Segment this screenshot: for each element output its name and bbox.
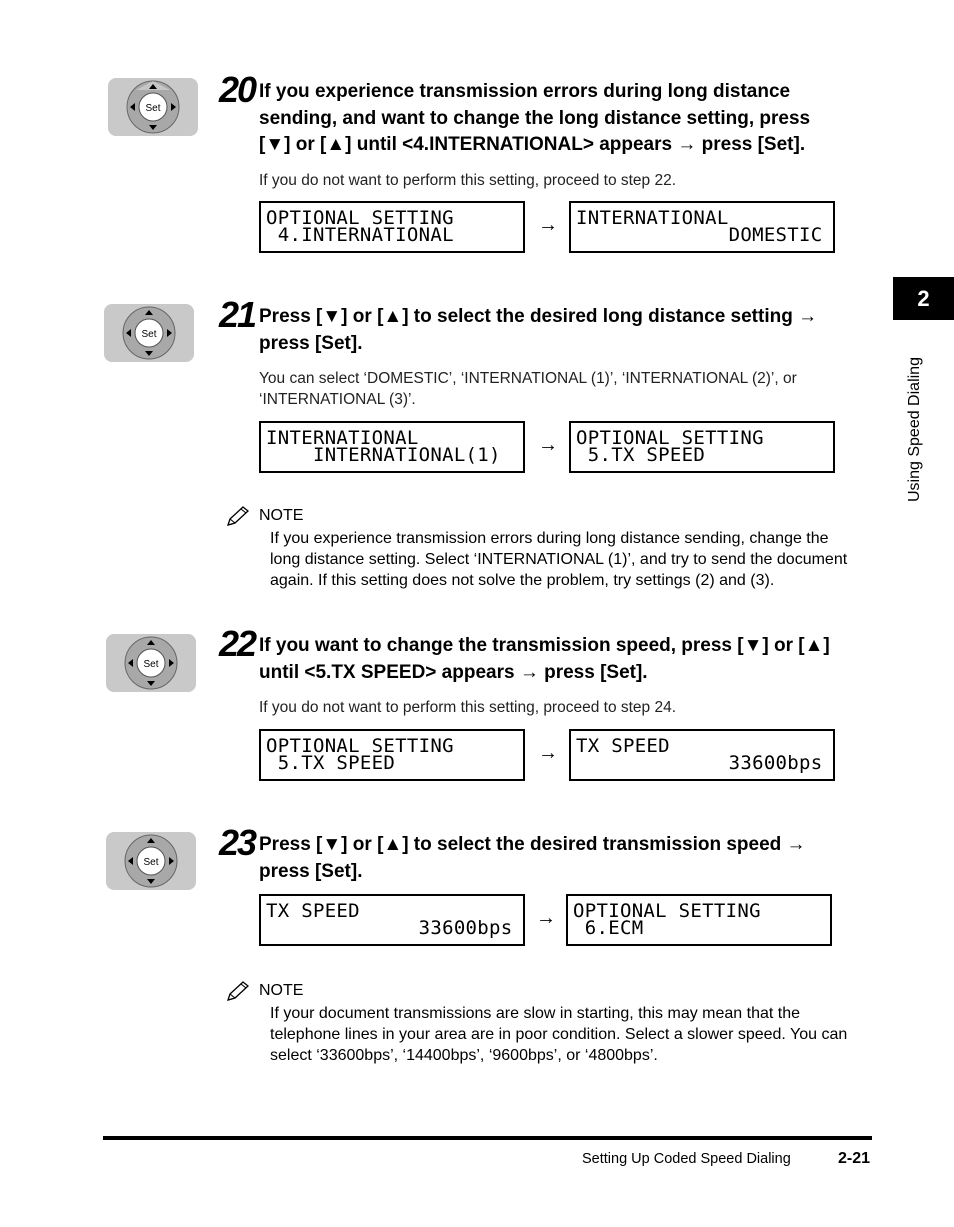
lcd-line: INTERNATIONAL: [266, 427, 419, 449]
heading-line: [▼] or [▲] until <4.INTERNATIONAL> appears → press [Set].: [259, 134, 806, 155]
arrow-icon: →: [536, 907, 556, 929]
chapter-side-title-text: Using Speed Dialing: [906, 357, 923, 502]
step-number: 21: [219, 294, 256, 335]
set-label: Set: [143, 659, 159, 670]
heading-line: press [Set].: [259, 332, 363, 354]
step-heading: [259, 304, 874, 357]
description-line: ‘INTERNATIONAL (3)’.: [259, 391, 416, 408]
set-pad-icon: [106, 832, 196, 890]
note-text: [270, 528, 870, 591]
lcd-display-after: [569, 201, 835, 253]
set-label: Set: [141, 329, 157, 340]
lcd-line: 6.ECM: [573, 917, 644, 939]
lcd-line: 33600bps: [266, 917, 513, 939]
note-line: again. If this setting does not solve the problem, try settings (2) and (3).: [270, 572, 775, 589]
heading-line: Press [▼] or [▲] to select the desired transmission speed →: [259, 834, 806, 855]
step-number: 20: [219, 69, 256, 110]
lcd-line: INTERNATIONAL(1): [266, 444, 501, 466]
lcd-line: OPTIONAL SETTING: [266, 735, 454, 757]
note-line: If your document transmissions are slow in starting, this may mean that the: [270, 1005, 801, 1022]
lcd-display-before: [259, 421, 525, 473]
heading-line: If you experience transmission errors during long distance: [259, 81, 791, 102]
arrow-icon: →: [538, 742, 558, 764]
note-text: [270, 1003, 870, 1066]
lcd-display-before: [259, 894, 525, 946]
lcd-line: OPTIONAL SETTING: [266, 207, 454, 229]
note-label: NOTE: [259, 982, 304, 999]
lcd-line: INTERNATIONAL: [576, 207, 729, 229]
lcd-line: 4.INTERNATIONAL: [266, 224, 454, 246]
lcd-display-after: [569, 421, 835, 473]
heading-line: until <5.TX SPEED> appears → press [Set].: [259, 661, 648, 683]
step-number: 23: [219, 822, 256, 863]
note-line: long distance setting. Select ‘INTERNATIONAL (1)’, and try to send the document: [270, 551, 848, 568]
heading-line: press [Set].: [259, 860, 363, 882]
pencil-icon: [226, 505, 252, 527]
step-description: [259, 368, 859, 410]
step-description: If you do not want to perform this setting, proceed to step 24.: [259, 699, 677, 716]
note-line: If you experience transmission errors during long distance sending, change the: [270, 530, 829, 547]
set-label: Set: [145, 103, 161, 114]
pencil-icon: [226, 980, 252, 1002]
step-heading: [259, 633, 874, 686]
note-line: telephone lines in your area are in poor condition. Select a slower speed. You can: [270, 1026, 848, 1043]
heading-line: sending, and want to change the long distance setting, press: [259, 107, 811, 129]
step-heading: [259, 79, 874, 159]
lcd-line: OPTIONAL SETTING: [576, 427, 764, 449]
step-number: 22: [219, 623, 256, 664]
set-pad-icon: [108, 78, 198, 136]
heading-line: Press [▼] or [▲] to select the desired long distance setting →: [259, 306, 818, 327]
lcd-line: 5.TX SPEED: [576, 444, 706, 466]
description-line: You can select ‘DOMESTIC’, ‘INTERNATIONAL (1)’, ‘INTERNATIONAL (2)’, or: [259, 370, 797, 387]
note-label: NOTE: [259, 507, 304, 524]
lcd-line: TX SPEED: [576, 735, 670, 757]
set-pad-icon: [104, 304, 194, 362]
footer-section-title: Setting Up Coded Speed Dialing: [582, 1151, 791, 1167]
lcd-display-after: [566, 894, 832, 946]
lcd-display-before: [259, 729, 525, 781]
page-number: 2-21: [838, 1150, 871, 1167]
lcd-line: OPTIONAL SETTING: [573, 900, 761, 922]
lcd-line: TX SPEED: [266, 900, 360, 922]
step-heading: [259, 832, 874, 885]
arrow-icon: →: [538, 434, 558, 456]
set-pad-icon: [106, 634, 196, 692]
lcd-line: 5.TX SPEED: [266, 752, 396, 774]
lcd-line: 33600bps: [576, 752, 823, 774]
note-line: select ‘33600bps’, ‘14400bps’, ‘9600bps’, or ‘4800bps’.: [270, 1047, 658, 1064]
lcd-line: DOMESTIC: [576, 224, 823, 246]
chapter-tab: 2: [893, 277, 954, 320]
step-description: If you do not want to perform this setting, proceed to step 22.: [259, 172, 677, 189]
footer-rule: [103, 1136, 872, 1140]
lcd-display-before: [259, 201, 525, 253]
chapter-side-title: [906, 330, 930, 510]
heading-line: If you want to change the transmission speed, press [▼] or [▲]: [259, 635, 830, 656]
set-label: Set: [143, 857, 159, 868]
lcd-display-after: [569, 729, 835, 781]
arrow-icon: →: [538, 214, 558, 236]
